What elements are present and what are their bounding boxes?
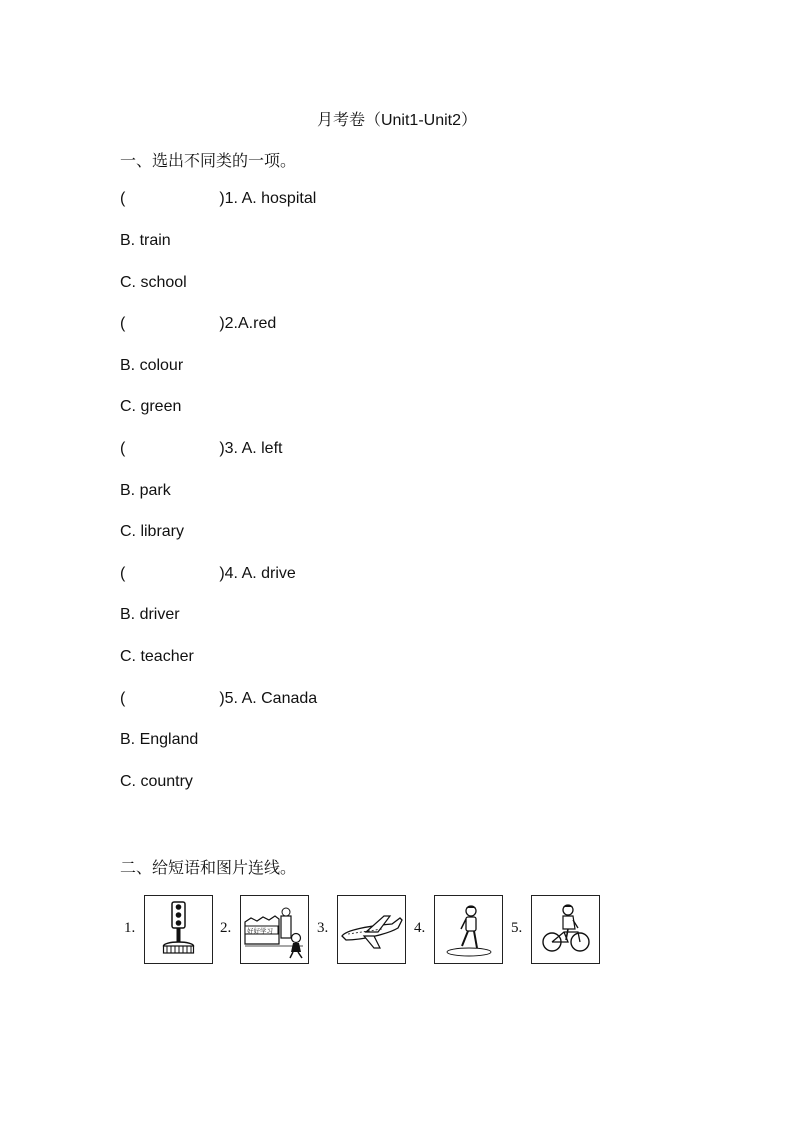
picture-number: 1. xyxy=(124,920,136,936)
option-a: )4. A. drive xyxy=(219,565,296,582)
airplane-icon[interactable] xyxy=(337,895,406,964)
answer-blank-open: ( xyxy=(120,565,126,582)
question-3-option-b: B. park xyxy=(120,482,171,499)
option-a: )5. A. Canada xyxy=(219,690,318,707)
answer-blank-open: ( xyxy=(120,315,126,332)
traffic-light-icon[interactable] xyxy=(144,895,213,964)
question-5-option-b: B. England xyxy=(120,731,199,748)
question-3-option-c: C. library xyxy=(120,523,185,540)
option-a: )3. A. left xyxy=(219,440,283,457)
question-3-stem xyxy=(120,440,282,458)
section2-heading: 二、给短语和图片连线。 xyxy=(120,860,297,877)
question-1-stem xyxy=(120,190,316,208)
picture-number: 2. xyxy=(220,920,232,936)
option-a: )2.A.red xyxy=(219,315,277,332)
answer-blank-open: ( xyxy=(120,190,126,207)
question-1-option-c: C. school xyxy=(120,274,187,291)
picture-number: 3. xyxy=(317,920,329,936)
question-4-stem xyxy=(120,565,296,583)
walking-boy-icon[interactable] xyxy=(434,895,503,964)
question-2-option-c: C. green xyxy=(120,398,182,415)
question-4-option-c: C. teacher xyxy=(120,648,194,665)
question-4-option-b: B. driver xyxy=(120,606,180,623)
picture-number: 4. xyxy=(414,920,426,936)
question-1-option-b: B. train xyxy=(120,232,171,249)
section1-heading: 一、选出不同类的一项。 xyxy=(120,153,297,170)
answer-blank-open: ( xyxy=(120,690,126,707)
question-5-stem xyxy=(120,690,317,708)
page-title: 月考卷（Unit1-Unit2） xyxy=(316,112,478,129)
school-sign-text: 好好学习 xyxy=(247,927,273,935)
question-2-stem xyxy=(120,315,276,333)
question-5-option-c: C. country xyxy=(120,773,193,790)
bicycle-rider-icon[interactable] xyxy=(531,895,600,964)
school-building-icon[interactable] xyxy=(240,895,309,964)
answer-blank-open: ( xyxy=(120,440,126,457)
option-a: )1. A. hospital xyxy=(219,190,317,207)
picture-number: 5. xyxy=(511,920,523,936)
question-2-option-b: B. colour xyxy=(120,357,184,374)
